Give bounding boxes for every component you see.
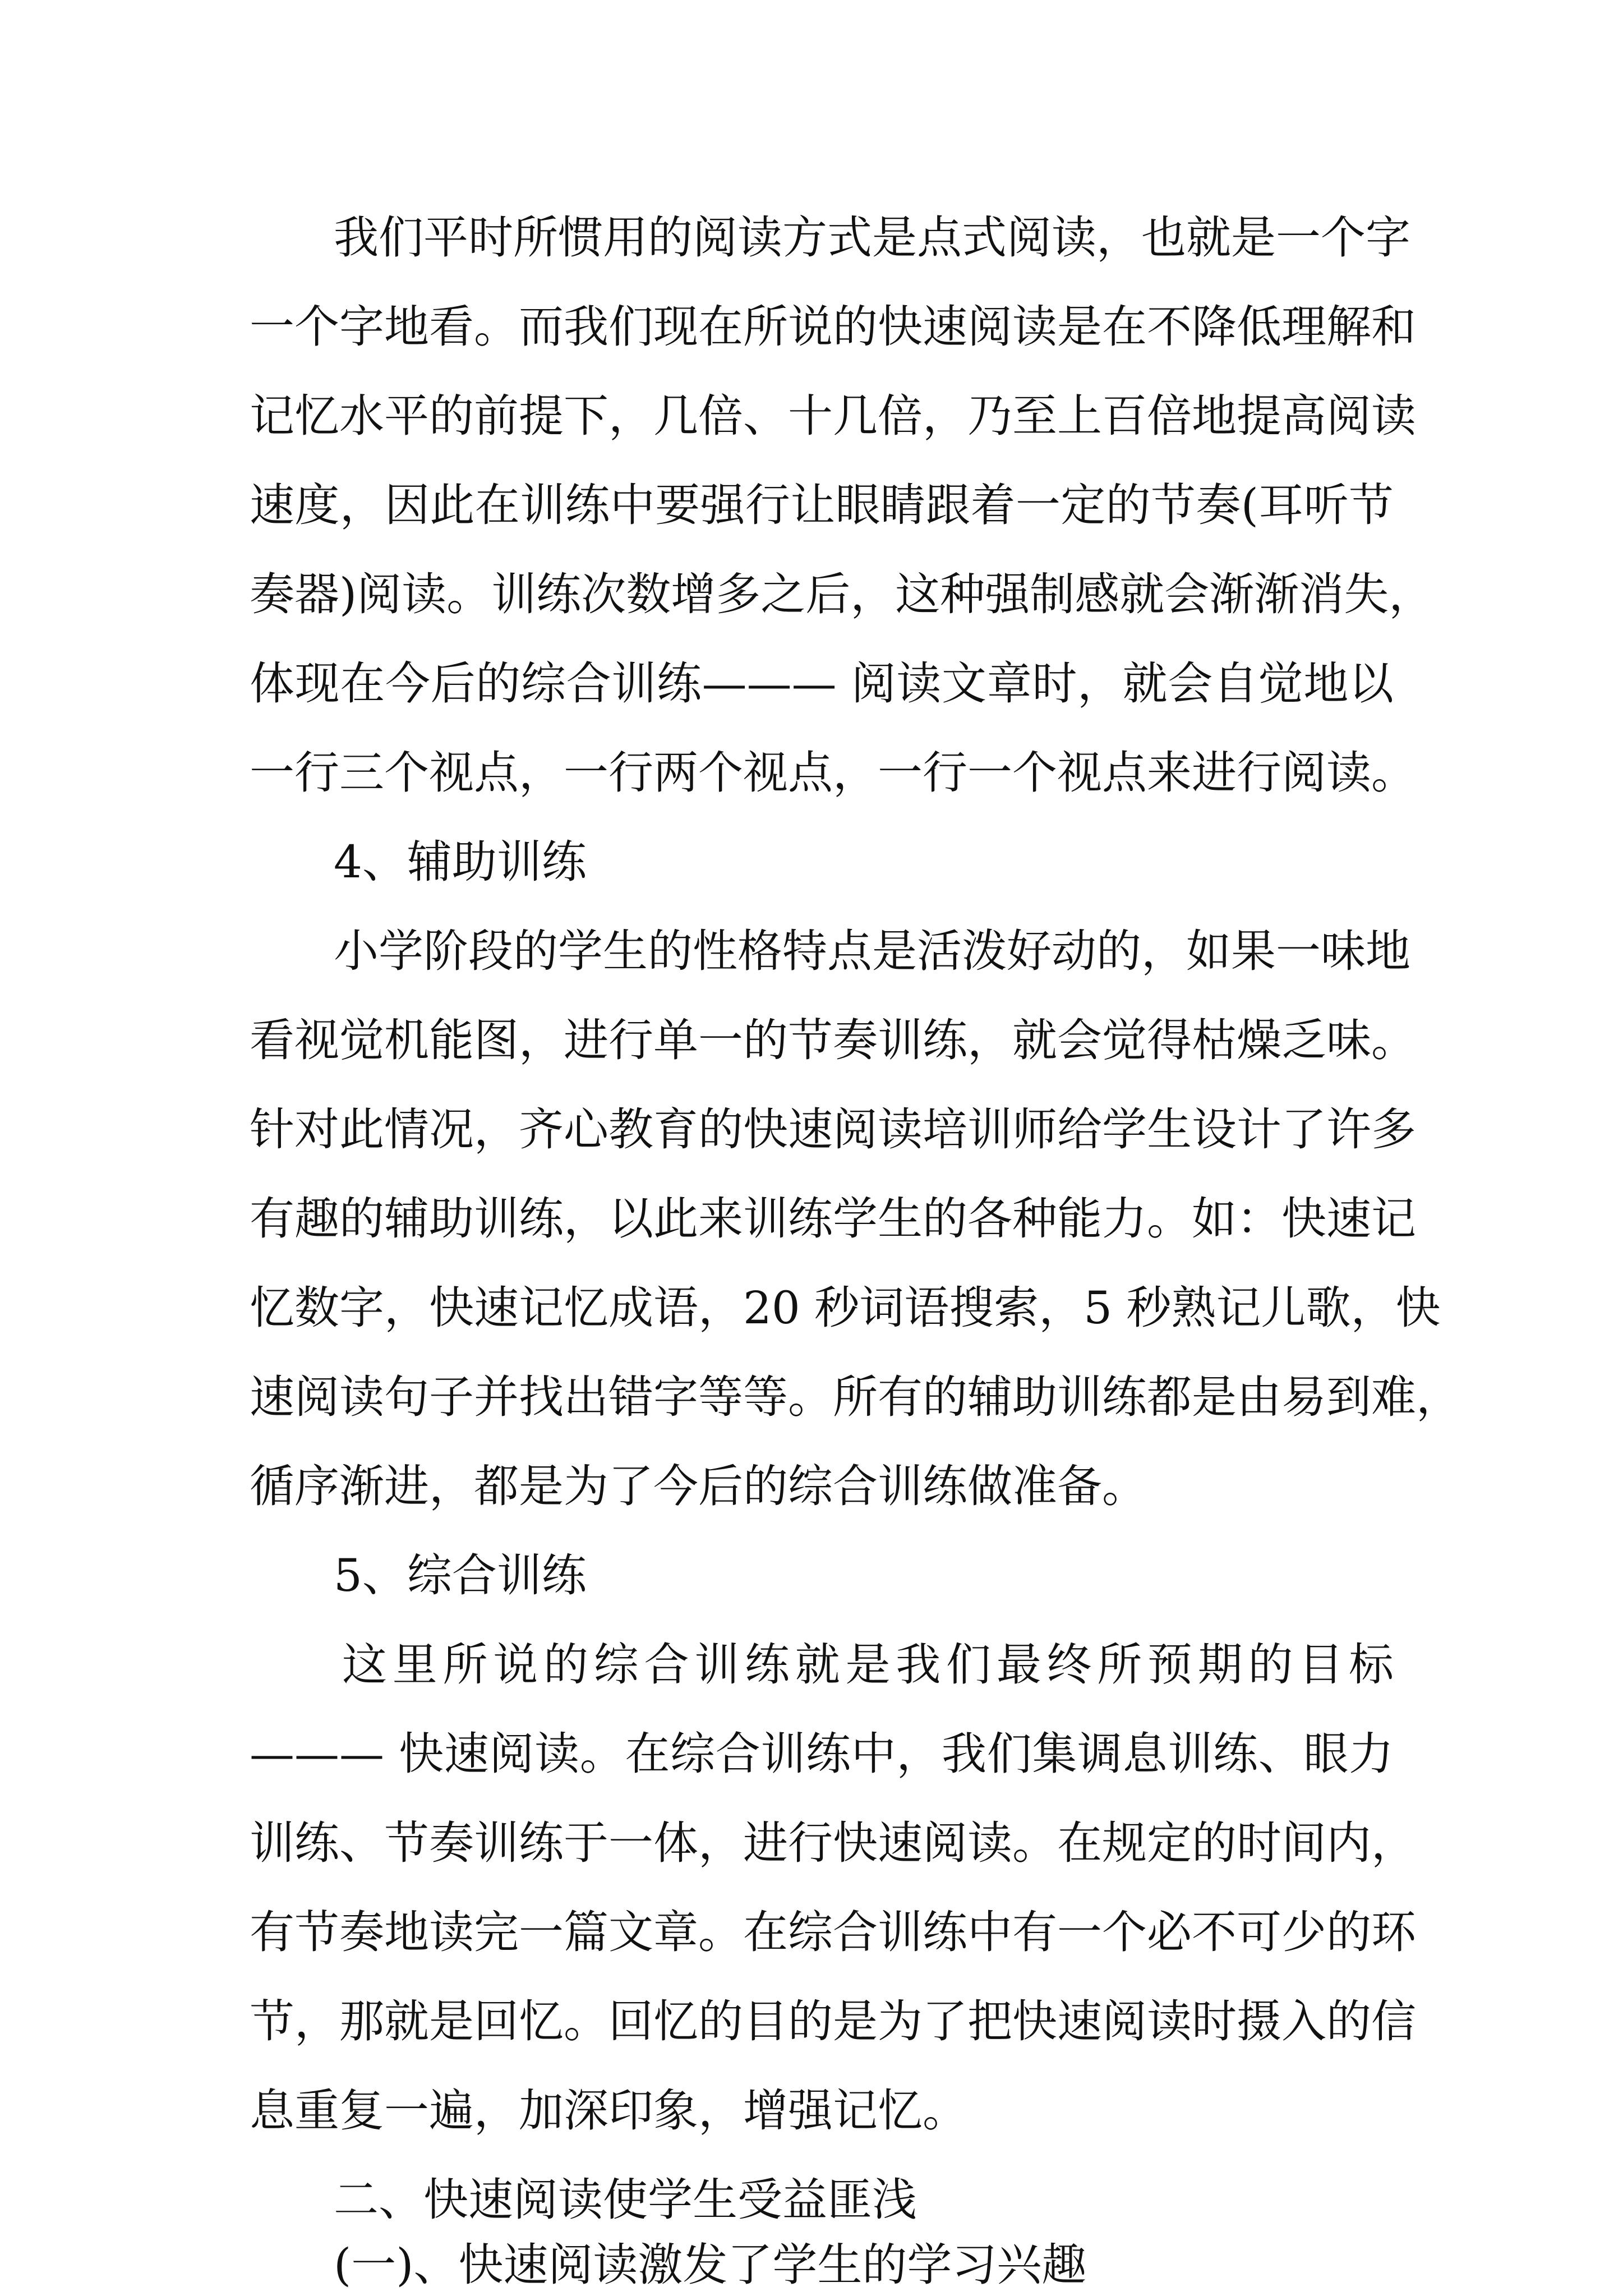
paragraph-1-line-7: 一行三个视点，一行两个视点，一行一个视点来进行阅读。 <box>250 747 1416 799</box>
paragraph-2-line-1: 小学阶段的学生的性格特点是活泼好动的，如果一味地 <box>334 925 1410 977</box>
paragraph-1-line-3: 记忆水平的前提下，几倍、十几倍，乃至上百倍地提高阅读 <box>250 390 1416 442</box>
paragraph-1-line-4: 速度，因此在训练中要强行让眼睛跟着一定的节奏(耳听节 <box>250 479 1394 531</box>
paragraph-2-line-4: 有趣的辅助训练，以此来训练学生的各种能力。如：快速记 <box>250 1193 1416 1245</box>
paragraph-1-line-6: 体现在今后的综合训练——— 阅读文章时，就会自觉地以 <box>250 657 1394 710</box>
paragraph-3-line-5: 节，那就是回忆。回忆的目的是为了把快速阅读时摄入的信 <box>250 1995 1416 2047</box>
paragraph-2-line-2: 看视觉机能图，进行单一的节奏训练，就会觉得枯燥乏味。 <box>250 1014 1416 1066</box>
paragraph-2-line-3: 针对此情况，齐心教育的快速阅读培训师给学生设计了许多 <box>250 1103 1416 1156</box>
paragraph-3-line-1: 这里所说的综合训练就是我们最终所预期的目标 <box>342 1639 1394 1691</box>
section-heading-2-1: (一)、快速阅读激发了学生的学习兴趣 <box>334 2239 1087 2291</box>
paragraph-2-line-7: 循序渐进，都是为了今后的综合训练做准备。 <box>250 1460 1147 1512</box>
section-heading-2: 二、快速阅读使学生受益匪浅 <box>334 2174 917 2226</box>
paragraph-3-line-6: 息重复一遍，加深印象，增强记忆。 <box>250 2085 967 2137</box>
paragraph-2-line-5: 忆数字，快速记忆成语，20 秒词语搜索，5 秒熟记儿歌，快 <box>250 1282 1441 1334</box>
paragraph-3-line-2: ——— 快速阅读。在综合训练中，我们集调息训练、眼力 <box>250 1728 1394 1780</box>
paragraph-1-line-2: 一个字地看。而我们现在所说的快速阅读是在不降低理解和 <box>250 301 1416 353</box>
paragraph-3-line-4: 有节奏地读完一篇文章。在综合训练中有一个必不可少的环 <box>250 1906 1416 1958</box>
paragraph-3-line-3: 训练、节奏训练于一体，进行快速阅读。在规定的时间内， <box>250 1817 1416 1869</box>
paragraph-1-line-1: 我们平时所惯用的阅读方式是点式阅读，也就是一个字 <box>334 211 1410 264</box>
section-heading-5: 5、综合训练 <box>334 1549 587 1602</box>
paragraph-1-line-5: 奏器)阅读。训练次数增多之后，这种强制感就会渐渐消失， <box>250 568 1434 620</box>
paragraph-2-line-6: 速阅读句子并找出错字等等。所有的辅助训练都是由易到难， <box>250 1371 1461 1423</box>
section-heading-4: 4、辅助训练 <box>334 836 587 888</box>
